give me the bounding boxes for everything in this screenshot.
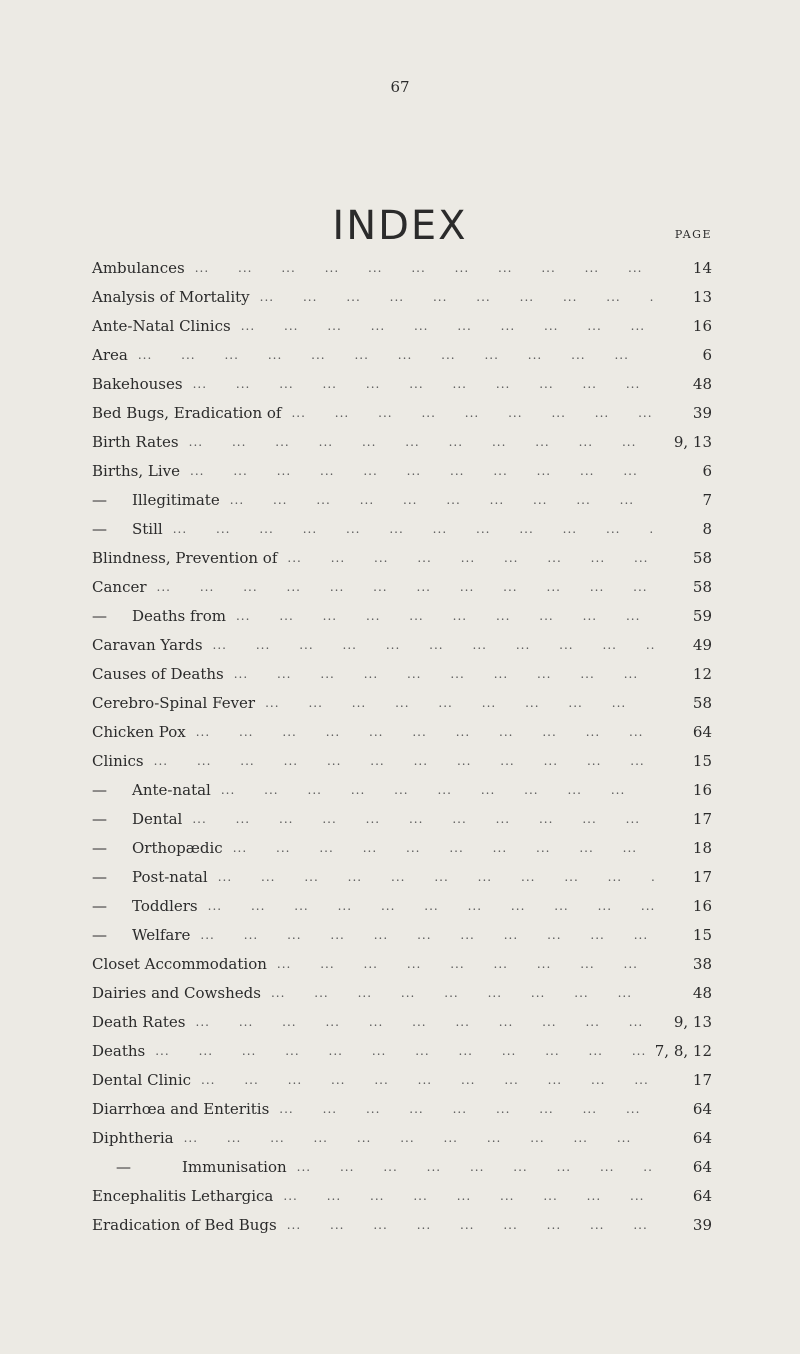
index-entry-text: Analysis of Mortality <box>92 287 250 306</box>
index-entry-pages: 58 <box>692 548 712 567</box>
dot-leader <box>297 1160 654 1174</box>
index-entry-label <box>92 1013 186 1031</box>
index-entry <box>92 340 712 369</box>
index-entry-text: Cancer <box>92 577 147 596</box>
dot-leader <box>230 493 654 507</box>
index-entry <box>92 833 712 862</box>
index-entry-text: Causes of Deaths <box>92 664 224 683</box>
subentry-dash: — <box>92 838 107 857</box>
index-entry-text: Eradication of Bed Bugs <box>92 1215 277 1234</box>
dot-leader <box>193 377 654 391</box>
subentry-dash: — <box>92 519 107 538</box>
index-entry-pages: 17 <box>692 867 712 886</box>
index-entry-pages: 17 <box>692 1070 712 1089</box>
index-entry-label <box>92 839 223 857</box>
index-entry <box>92 543 712 572</box>
index-entry-pages: 64 <box>692 1157 712 1176</box>
index-entry-label <box>92 433 179 451</box>
index-entry-text: Ambulances <box>92 258 185 277</box>
index-entry <box>92 775 712 804</box>
index-entry-text: Dental Clinic <box>92 1070 192 1089</box>
index-entry-text: Deaths from <box>132 606 226 625</box>
index-entry <box>92 253 712 282</box>
index-entry <box>92 978 712 1007</box>
index-entry-text: Chicken Pox <box>92 722 186 741</box>
index-entry <box>92 572 712 601</box>
index-entry-pages: 64 <box>692 1099 712 1118</box>
index-entry-pages: 6 <box>702 461 712 480</box>
index-entry-label <box>92 549 277 567</box>
dot-leader <box>221 783 654 797</box>
index-entry <box>92 630 712 659</box>
index-entry-text: Toddlers <box>132 896 198 915</box>
index-entry-label <box>92 1129 174 1147</box>
dot-leader <box>192 812 654 826</box>
dot-leader <box>287 551 654 565</box>
index-entry-pages: 64 <box>692 1186 712 1205</box>
index-entry-label <box>92 897 198 915</box>
index-entry-text: Diarrhœa and Enteritis <box>92 1099 270 1118</box>
dot-leader <box>287 1218 654 1232</box>
index-entry-pages: 16 <box>692 780 712 799</box>
subentry-dash: — <box>92 925 107 944</box>
index-entry-label <box>92 607 226 625</box>
dot-leader <box>271 986 654 1000</box>
index-entry <box>92 311 712 340</box>
index-entry-text: Orthopædic <box>132 838 223 857</box>
index-entry-pages: 39 <box>692 1215 712 1234</box>
index-entry-pages: 58 <box>692 577 712 596</box>
index-entry-label <box>92 404 281 422</box>
index-entry-text: Births, Live <box>92 461 181 480</box>
index-entry-text: Birth Rates <box>92 432 179 451</box>
index-entry-label <box>92 1042 145 1060</box>
index-entry <box>92 891 712 920</box>
subentry-dash: — <box>116 1157 131 1176</box>
dot-leader <box>173 522 654 536</box>
index-entry-label <box>92 346 128 364</box>
index-entry-text: Clinics <box>92 751 144 770</box>
index-entry-pages: 7 <box>702 490 712 509</box>
index-entry-label <box>92 694 255 712</box>
index-entry-pages: 8 <box>702 519 712 538</box>
index-entry-text: Bed Bugs, Eradication of <box>92 403 282 422</box>
dot-leader <box>208 899 654 913</box>
dot-leader <box>218 870 654 884</box>
index-entry-label <box>92 926 190 944</box>
page-title: INDEX <box>332 202 468 249</box>
index-entry <box>92 1065 712 1094</box>
dot-leader <box>184 1131 654 1145</box>
index-entry <box>92 456 712 485</box>
index-entry-text: Death Rates <box>92 1012 186 1031</box>
index-entry <box>92 659 712 688</box>
index-entry <box>92 804 712 833</box>
index-entry-pages: 15 <box>692 751 712 770</box>
index-entry-label <box>92 781 211 799</box>
index-entry <box>92 601 712 630</box>
index-entry-text: Ante-natal <box>132 780 211 799</box>
page-column-header: PAGE <box>674 228 712 241</box>
page-number: 67 <box>390 78 410 96</box>
index-entry <box>92 717 712 746</box>
dot-leader <box>154 754 654 768</box>
index-entry <box>92 282 712 311</box>
dot-leader <box>189 435 654 449</box>
index-entry <box>92 688 712 717</box>
index-entry-label <box>92 723 186 741</box>
index-list <box>92 253 712 1239</box>
index-entry-label <box>92 868 208 886</box>
index-entry-text: Welfare <box>132 925 191 944</box>
index-entry-pages: 14 <box>692 258 712 277</box>
index-entry <box>92 1036 712 1065</box>
dot-leader <box>291 406 654 420</box>
dot-leader <box>201 1073 654 1087</box>
index-entry-pages: 48 <box>692 374 712 393</box>
subentry-dash: — <box>92 809 107 828</box>
index-entry-pages: 9, 13 <box>673 432 712 451</box>
index-entry-text: Still <box>132 519 163 538</box>
index-entry-text: Ante-Natal Clinics <box>92 316 231 335</box>
index-entry-pages: 16 <box>692 896 712 915</box>
index-entry-label <box>92 1071 191 1089</box>
index-entry <box>92 1123 712 1152</box>
index-entry-label <box>92 1187 273 1205</box>
index-entry-label <box>92 636 203 654</box>
index-entry-text: Illegitimate <box>132 490 220 509</box>
index-entry-label <box>92 810 182 828</box>
dot-leader <box>200 928 654 942</box>
index-entry-label <box>92 1216 277 1234</box>
index-entry-pages: 17 <box>692 809 712 828</box>
index-entry-pages: 49 <box>692 635 712 654</box>
index-entry-pages: 12 <box>692 664 712 683</box>
index-entry-label <box>92 1100 269 1118</box>
index-entry <box>92 485 712 514</box>
index-entry-text: Closet Accommodation <box>92 954 267 973</box>
index-entry-text: Bakehouses <box>92 374 183 393</box>
dot-leader <box>195 261 654 275</box>
index-entry-pages: 64 <box>692 1128 712 1147</box>
index-entry-label <box>92 1158 287 1176</box>
index-entry-label <box>92 288 250 306</box>
index-entry <box>92 1181 712 1210</box>
subentry-dash: — <box>92 490 107 509</box>
index-entry <box>92 1210 712 1239</box>
dot-leader <box>138 348 654 362</box>
index-entry-text: Area <box>92 345 128 364</box>
index-entry-pages: 13 <box>692 287 712 306</box>
dot-leader <box>213 638 654 652</box>
dot-leader <box>236 609 654 623</box>
index-entry-label <box>92 578 147 596</box>
index-entry-pages: 18 <box>692 838 712 857</box>
index-entry <box>92 862 712 891</box>
index-entry-pages: 64 <box>692 722 712 741</box>
index-entry-label <box>92 375 183 393</box>
index-entry-pages: 16 <box>692 316 712 335</box>
index-entry-label <box>92 462 180 480</box>
index-entry-label <box>92 520 163 538</box>
dot-leader <box>157 580 654 594</box>
index-entry <box>92 949 712 978</box>
index-entry-label <box>92 752 144 770</box>
dot-leader <box>155 1044 647 1058</box>
dot-leader <box>283 1189 654 1203</box>
index-entry-label <box>92 259 185 277</box>
dot-leader <box>196 725 654 739</box>
index-entry-label <box>92 955 267 973</box>
index-entry-pages: 38 <box>692 954 712 973</box>
index-entry-pages: 48 <box>692 983 712 1002</box>
index-entry-pages: 6 <box>702 345 712 364</box>
index-entry-text: Dental <box>132 809 183 828</box>
index-entry-text: Deaths <box>92 1041 146 1060</box>
dot-leader <box>241 319 654 333</box>
index-entry <box>92 427 712 456</box>
index-entry <box>92 398 712 427</box>
index-entry-text: Cerebro-Spinal Fever <box>92 693 256 712</box>
subentry-dash: — <box>92 606 107 625</box>
index-entry-pages: 7, 8, 12 <box>654 1041 712 1060</box>
dot-leader <box>277 957 654 971</box>
dot-leader <box>265 696 654 710</box>
index-entry-pages: 58 <box>692 693 712 712</box>
index-entry-label <box>92 984 261 1002</box>
dot-leader <box>233 841 654 855</box>
dot-leader <box>260 290 654 304</box>
index-entry-label <box>92 491 220 509</box>
index-entry <box>92 1007 712 1036</box>
subentry-dash: — <box>92 896 107 915</box>
index-entry-label <box>92 317 231 335</box>
index-entry <box>92 1152 712 1181</box>
dot-leader <box>234 667 654 681</box>
index-entry-pages: 39 <box>692 403 712 422</box>
index-entry <box>92 920 712 949</box>
index-entry <box>92 369 712 398</box>
index-entry-text: Encephalitis Lethargica <box>92 1186 274 1205</box>
index-entry-pages: 9, 13 <box>673 1012 712 1031</box>
index-entry-label <box>92 665 224 683</box>
index-entry <box>92 746 712 775</box>
dot-leader <box>196 1015 655 1029</box>
index-entry <box>92 514 712 543</box>
index-entry <box>92 1094 712 1123</box>
dot-leader <box>279 1102 654 1116</box>
subentry-dash: — <box>92 867 107 886</box>
index-entry-pages: 59 <box>692 606 712 625</box>
index-entry-pages: 15 <box>692 925 712 944</box>
index-entry-text: Diphtheria <box>92 1128 174 1147</box>
index-entry-text: Immunisation <box>182 1157 287 1176</box>
dot-leader <box>190 464 654 478</box>
index-entry-text: Blindness, Prevention of <box>92 548 278 567</box>
index-entry-text: Post-natal <box>132 867 208 886</box>
index-entry-text: Dairies and Cowsheds <box>92 983 261 1002</box>
index-entry-text: Caravan Yards <box>92 635 203 654</box>
subentry-dash: — <box>92 780 107 799</box>
